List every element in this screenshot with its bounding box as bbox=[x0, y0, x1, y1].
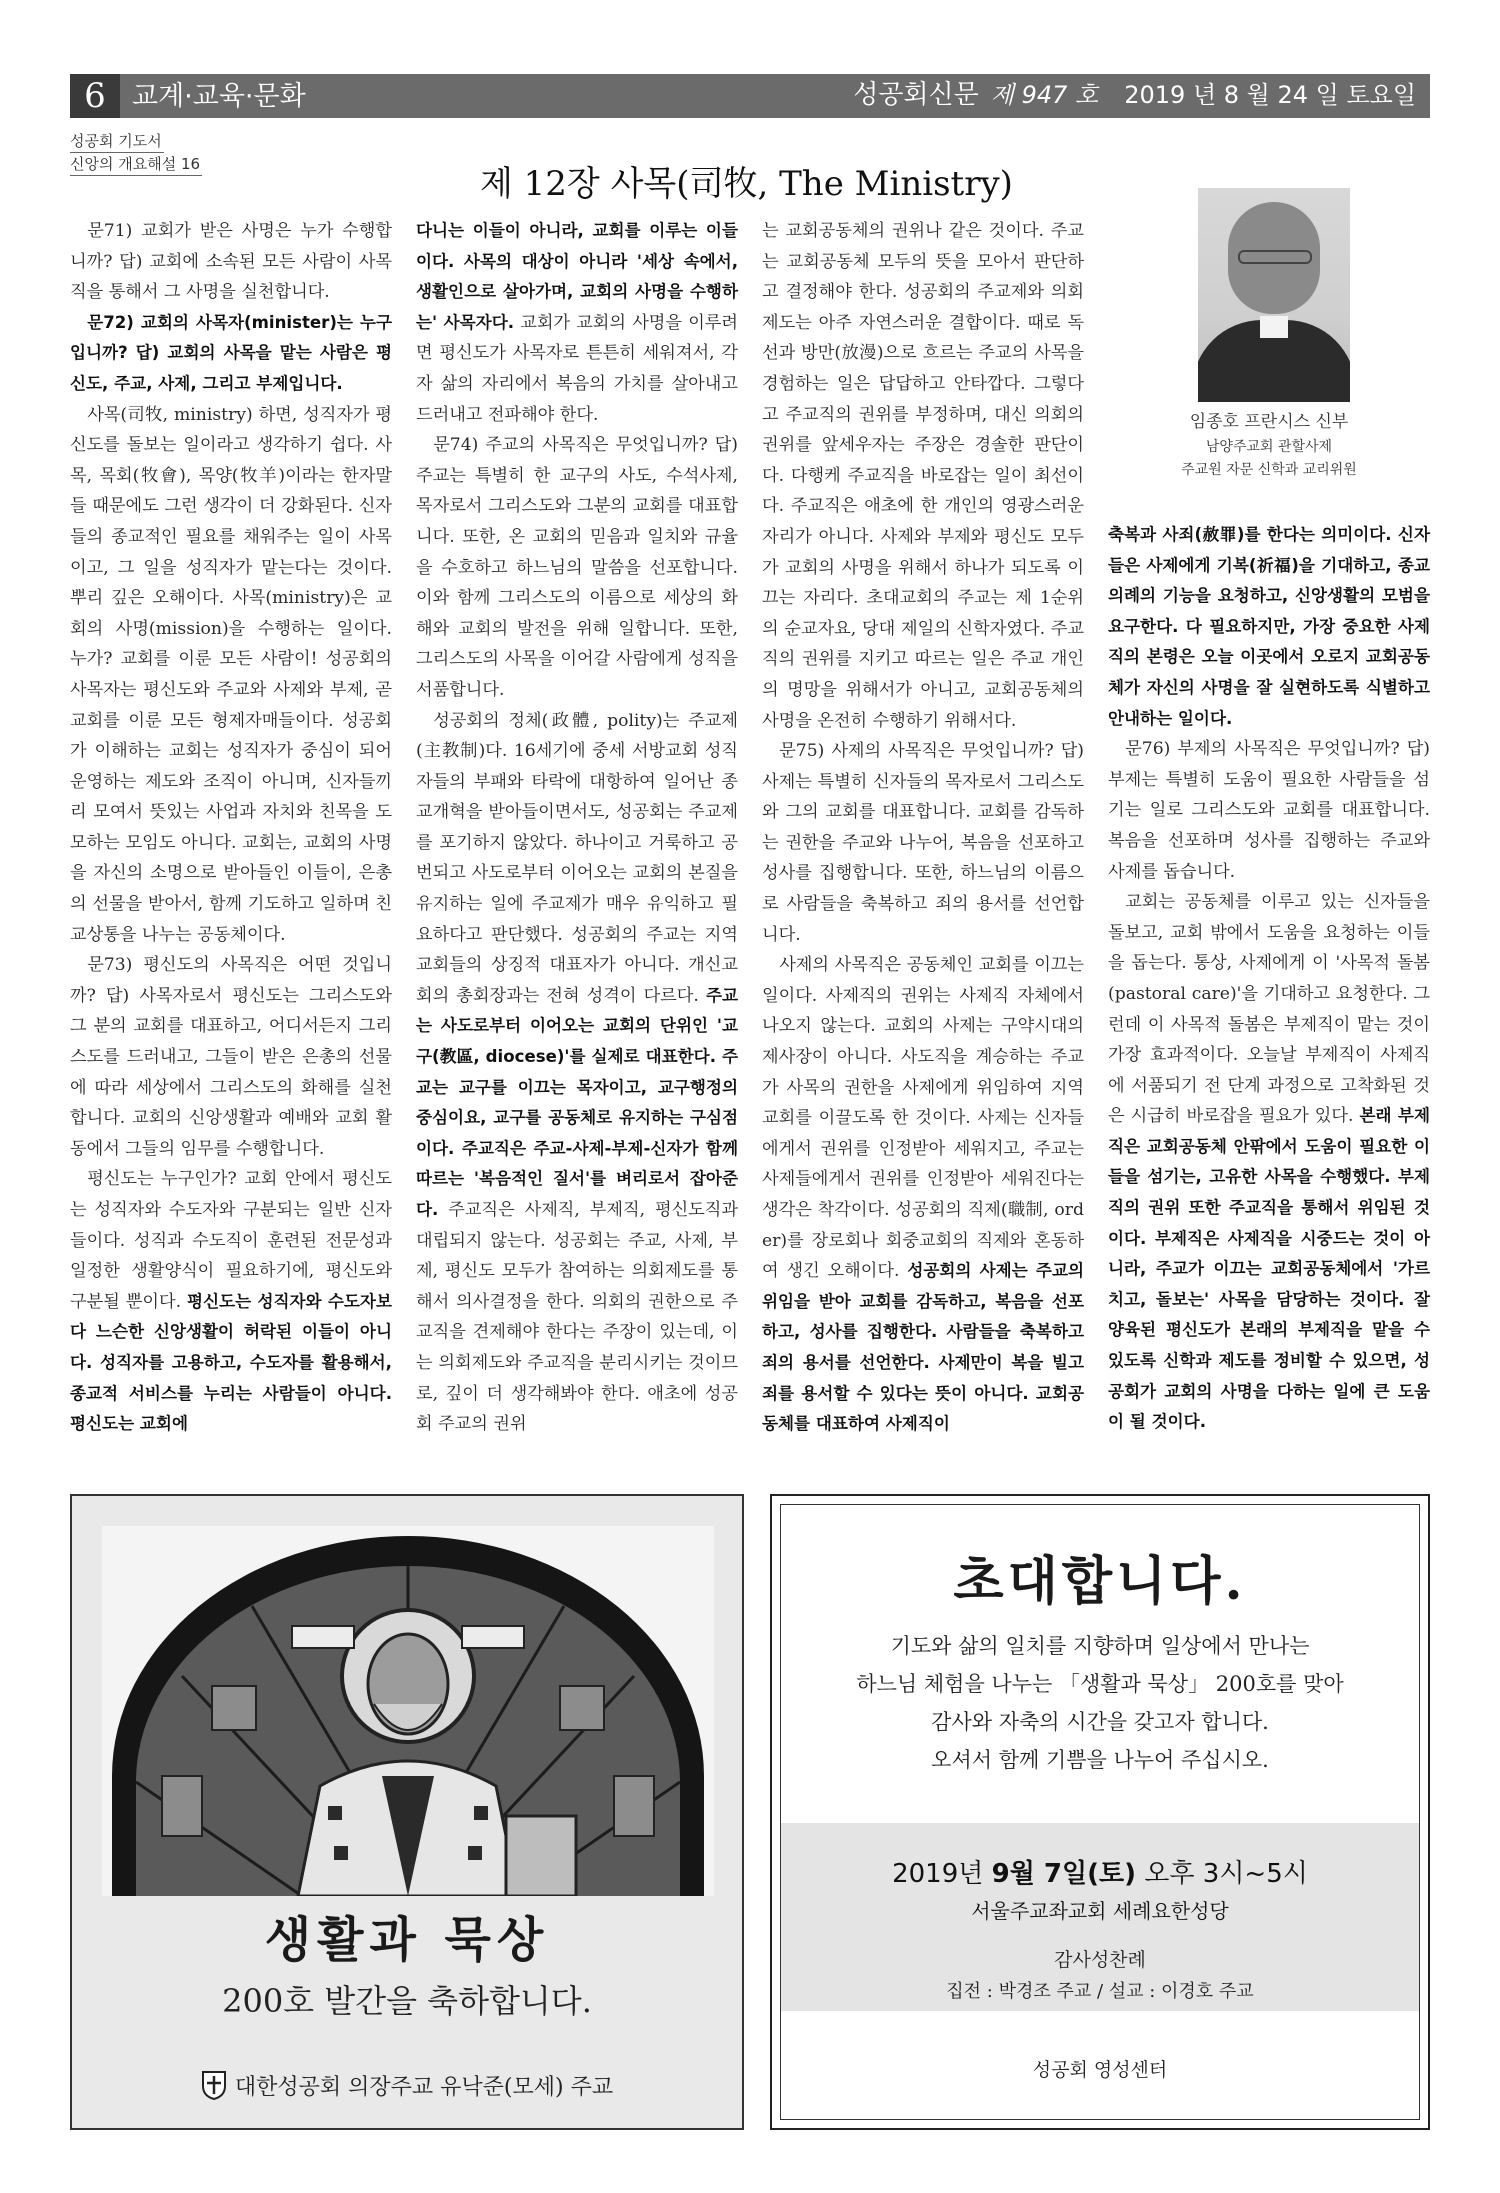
author-name: 임종호 프란시스 신부 bbox=[1189, 412, 1349, 432]
issue-date: 2019 년 8 월 24 일 토요일 bbox=[1124, 81, 1416, 109]
paragraph: 문76) 부제의 사목직은 무엇입니까? 답) 부제는 특별히 도움이 필요한 사람들을 섬기는 일로 그리스도와 교회를 대표합니다. 복음을 선포하며 성사를 집행하는 주교와 사제를 돕습니다. bbox=[1108, 739, 1430, 882]
celebration-ad bbox=[70, 1494, 744, 2130]
invitation-ad bbox=[770, 1494, 1430, 2130]
invitation-line: 기도와 삶의 일치를 지향하며 일상에서 만나는 bbox=[890, 1634, 1310, 1658]
invitation-title: 초대합니다. bbox=[953, 1551, 1247, 1612]
paragraph: 다니는 이들이 아니라, 교회를 이루는 이들이다. 사목의 대상이 아니라 '세상 속에서, 생활인으로 살아가며, 교회의 사명을 수행하는' 사목자다. 교회가 교회의 사명을 이루려면 평신도가 사목자로 튼튼히 세워져서, 각자 삶의 자리에서 복음의 가치를 살아내고 드러내고 전파해야 한다. bbox=[416, 221, 738, 425]
paragraph: 교회는 공동체를 이루고 있는 신자들을 돌보고, 교회 밖에서 도움을 요청하는 이들을 돕는다. 통상, 사제에게 이 '사목적 돌봄(pastoral care)'을 기대하고 요청한다. 그런데 이 사목적 돌봄은 부제직이 맡는 것이 가장 효과적이다. 오늘날 부제직이 사제직에 서품되기 전 단계 과정으로 고착화된 것은 시급히 바로잡을 필요가 있다. 본래 부제직은 교회공동체 안팎에서 도움이 필요한 이들을 섬기는, 고유한 사목을 수행했다. 부제직의 권위 또한 주교직을 통해서 위임된 것이다. 부제직은 사제직을 시중드는 것이 아니라, 주교가 이끄는 교회공동체에서 '가르치고, 돌보는' 사목을 담당하는 것이다. 잘 양육된 평신도가 본래의 부제직을 맡을 수 있도록 신학과 제도를 정비할 수 있으면, 성공회가 교회의 사명을 다하는 일에 큰 도움이 될 것이다. bbox=[1108, 892, 1430, 1432]
church-seal-icon bbox=[201, 2070, 227, 2100]
masthead-info bbox=[853, 74, 1416, 118]
section-title: 교계·교육·문화 bbox=[132, 81, 306, 112]
event-service: 감사성찬례 bbox=[1054, 1949, 1146, 1971]
paragraph: 사제의 사목직은 공동체인 교회를 이끄는 일이다. 사제직의 권위는 사제직 자체에서 나오지 않는다. 교회의 사제는 구약시대의 제사장이 아니다. 사도직을 계승하는 주교가 사목의 권한을 사제에게 위임하여 지역교회를 이끌도록 한 것이다. 사제는 신자들에게서 권위를 인정받아 세워지고, 주교는 사제들에게서 권위를 인정받아 세워진다는 생각은 착각이다. 성공회의 직제(職制, order)를 장로회나 회중교회의 직제와 혼동하여 생긴 오해이다. 성공회의 사제는 주교의 위임을 받아 교회를 감독하고, 복음을 선포하고, 성사를 집행한다. 사람들을 축복하고 죄의 용서를 선언한다. 사제만이 복을 빌고 죄를 용서할 수 있다는 뜻이 아니다. 교회공동체를 대표하여 사제직이 bbox=[762, 955, 1085, 1434]
invitation-line: 오셔서 함께 기쁨을 나누어 주십시오. bbox=[931, 1748, 1269, 1772]
event-officiants: 집전 : 박경조 주교 / 설교 : 이경호 주교 bbox=[946, 1981, 1254, 2002]
invitation-line: 하느님 체험을 나누는 「생활과 묵상」 200호를 맞아 bbox=[856, 1672, 1344, 1696]
paragraph: 문75) 사제의 사목직은 무엇입니까? 답) 사제는 특별히 신자들의 목자로서 그리스도와 그의 교회를 대표합니다. 교회를 감독하는 권한을 주교와 나누어, 복음을 선포하고 성사를 집행합니다. 또한, 하느님의 이름으로 사람들을 축복하고 죄의 용서를 선언합니다. bbox=[762, 741, 1084, 945]
paragraph: 축복과 사죄(赦罪)를 한다는 의미이다. 신자들은 사제에게 기복(祈福)을 기대하고, 종교의례의 기능을 요청하고, 신앙생활의 모범을 요구한다. 다 필요하지만, 가장 중요한 사제직의 본령은 오늘 이곳에서 오로지 교회공동체가 자신의 사명을 잘 실현하도록 식별하고 안내하는 일이다. bbox=[1108, 525, 1430, 728]
page-header bbox=[70, 74, 1430, 118]
invitation-text bbox=[781, 1627, 1419, 1779]
author-caption bbox=[1108, 408, 1430, 482]
paragraph: 성공회의 정체(政體, polity)는 주교제(主教制)다. 16세기에 중세 서방교회 성직자들의 부패와 타락에 대항하여 일어난 종교개혁을 받아들이면서도, 성공회는 주교제를 포기하지 않았다. 하나이고 거룩하고 공번되고 사도로부터 이어오는 교회의 본질을 유지하는 일에 주교제가 매우 유익하고 필요하다고 판단했다. 성공회의 주교는 지역교회들의 상징적 대표자가 아니다. 개신교회의 총회장과는 전혀 성격이 다르다. 주교는 사도로부터 이어오는 교회의 단위인 '교구(教區, diocese)'를 실제로 대표한다. 주교는 교구를 이끄는 목자이고, 교구행정의 중심이요, 교구를 공동체로 유지하는 구심점이다. 주교직은 주교-사제-부제-신자가 함께 따르는 '복음적인 질서'를 벼리로서 잡아준다. 주교직은 사제직, 부제직, 평신도직과 대립되지 않는다. 성공회는 주교, 사제, 부제, 평신도 모두가 참여하는 의회제도를 통해서 의사결정을 한다. 의회의 권한으로 주교직을 견제해야 한다는 주장이 있는데, 이는 의회제도와 주교직을 분리시키는 것이므로, 깊이 더 생각해봐야 한다. 애초에 성공회 주교의 권위 bbox=[416, 710, 738, 1435]
author-role-1: 남양주교회 관할사제 bbox=[1205, 439, 1333, 455]
author-role-2: 주교원 자문 신학과 교리위원 bbox=[1181, 462, 1357, 478]
paragraph: 문74) 주교의 사목직은 무엇입니까? 답) 주교는 특별히 한 교구의 사도, 수석사제, 목자로서 그리스도와 그분의 교회를 대표합니다. 또한, 온 교회의 믿음과 일치와 규율을 수호하고 하느님의 말씀을 선포합니다. 이와 함께 그리스도의 이름으로 세상의 화해와 교회의 발전을 위해 일합니다. 또한, 그리스도의 사목을 이어갈 사람에게 성직을 서품합니다. bbox=[416, 435, 738, 700]
ad-title: 생활과 묵상 bbox=[264, 1912, 550, 1968]
stained-glass-window-image bbox=[102, 1526, 714, 1896]
author-photo bbox=[1198, 188, 1350, 402]
event-datetime: 2019년 9월 7일(토) 오후 3시~5시 bbox=[892, 1859, 1308, 1889]
paragraph: 사목(司牧, ministry) 하면, 성직자가 평신도를 돌보는 일이라고 생각하기 쉽다. 사목, 목회(牧會), 목양(牧羊)이라는 한자말들 때문에도 그런 생각이 더 강화된다. 신자들의 종교적인 필요를 채워주는 일이 사목이고, 그 일을 성직자가 맡는다는 것이다. 뿌리 깊은 오해이다. 사목(ministry)은 교회의 사명(mission)을 수행하는 일이다. 누가? 교회를 이룬 모든 사람이! 성공회의 사목자는 평신도와 주교와 사제와 부제, 곧 교회를 이룬 모든 형제자매들이다. 성공회가 이해하는 교회는 성직자가 중심이 되어 운영하는 제도와 조직이 아니며, 신자들끼리 모여서 뜻있는 사업과 자치와 친목을 도모하는 모임도 아니다. 교회는, 교회의 사명을 자신의 소명으로 받아들인 이들이, 은총의 선물을 받아서, 함께 기도하고 일하며 친교상통을 나누는 공동체이다. bbox=[70, 404, 392, 945]
event-details bbox=[781, 1823, 1419, 2011]
paragraph: 문72) 교회의 사목자(minister)는 누구입니까? 답) 교회의 사목을 맡는 사람은 평신도, 주교, 사제, 그리고 부제입니다. bbox=[70, 312, 392, 393]
paragraph: 평신도는 누구인가? 교회 안에서 평신도는 성직자와 수도자와 구분되는 일반 신자들이다. 성직과 수도직이 훈련된 전문성과 일정한 생활양식이 필요하기에, 평신도와 구분될 뿐이다. 평신도는 성직자와 수도자보다 느슨한 신앙생활이 허락된 이들이 아니다. 성직자를 고용하고, 수도자를 활용해서, 종교적 서비스를 누리는 사람들이 아니다. 평신도는 교회에 bbox=[70, 1169, 392, 1434]
issue-number: 제 947 호 bbox=[990, 81, 1099, 109]
series-line-2: 신앙의 개요해설 16 bbox=[70, 153, 202, 176]
page-number: 6 bbox=[70, 74, 120, 118]
newspaper-name: 성공회신문 bbox=[853, 80, 979, 110]
event-venue: 서울주교좌교회 세례요한성당 bbox=[971, 1899, 1229, 1923]
series-line-1: 성공회 기도서 bbox=[70, 130, 164, 153]
paragraph: 는 교회공동체의 권위나 같은 것이다. 주교는 교회공동체 모두의 뜻을 모아서 판단하고 결정해야 한다. 성공회의 주교제와 의회제도는 아주 자연스러운 결합이다. 때로 독선과 방만(放漫)으로 흐르는 주교의 사목을 경험하는 일은 답답하고 안타깝다. 그렇다고 주교직의 권위를 부정하며, 대신 의회의 권위를 앞세우자는 주장은 경솔한 판단이다. 다행케 주교직을 바로잡는 일이 최선이다. 주교직은 애초에 한 개인의 영광스러운 자리가 아니다. 사제와 부제와 평신도 모두가 교회의 사명을 위해서 하나가 되도록 이끄는 자리다. 초대교회의 주교는 제 1순위의 순교자요, 당대 제일의 신학자였다. 주교직의 권위를 지키고 따르는 일은 주교 개인의 명망을 위해서가 아니고, 교회공동체의 사명을 온전히 수행하기 위해서다. bbox=[762, 221, 1084, 731]
article-column-3 bbox=[762, 216, 1084, 1440]
ad-subtitle: 200호 발간을 축하합니다. bbox=[222, 1982, 592, 2020]
series-label bbox=[70, 130, 202, 176]
host-organization: 성공회 영성센터 bbox=[1032, 2059, 1168, 2081]
ad-footer bbox=[72, 2070, 742, 2101]
invitation-line: 감사와 자축의 시간을 갖고자 합니다. bbox=[931, 1710, 1269, 1734]
article-title: 제 12장 사목(司牧, The Ministry) bbox=[480, 164, 1013, 204]
article-column-2 bbox=[416, 216, 738, 1440]
article-column-4 bbox=[1108, 520, 1430, 1438]
paragraph: 문73) 평신도의 사목직은 어떤 것입니까? 답) 사목자로서 평신도는 그리스도와 그 분의 교회를 대표하고, 어디서든지 그리스도를 드러내고, 그들이 받은 은총의 선물에 따라 세상에서 그리스도의 화해를 실천합니다. 교회의 신앙생활과 예배와 교회 활동에서 그들의 임무를 수행합니다. bbox=[70, 955, 392, 1159]
ad-footer-text: 대한성공회 의장주교 유낙준(모세) 주교 bbox=[234, 2075, 614, 2100]
article-column-1 bbox=[70, 216, 392, 1440]
paragraph: 문71) 교회가 받은 사명은 누가 수행합니까? 답) 교회에 소속된 모든 사람이 사목직을 통해서 그 사명을 실천합니다. bbox=[70, 221, 392, 303]
